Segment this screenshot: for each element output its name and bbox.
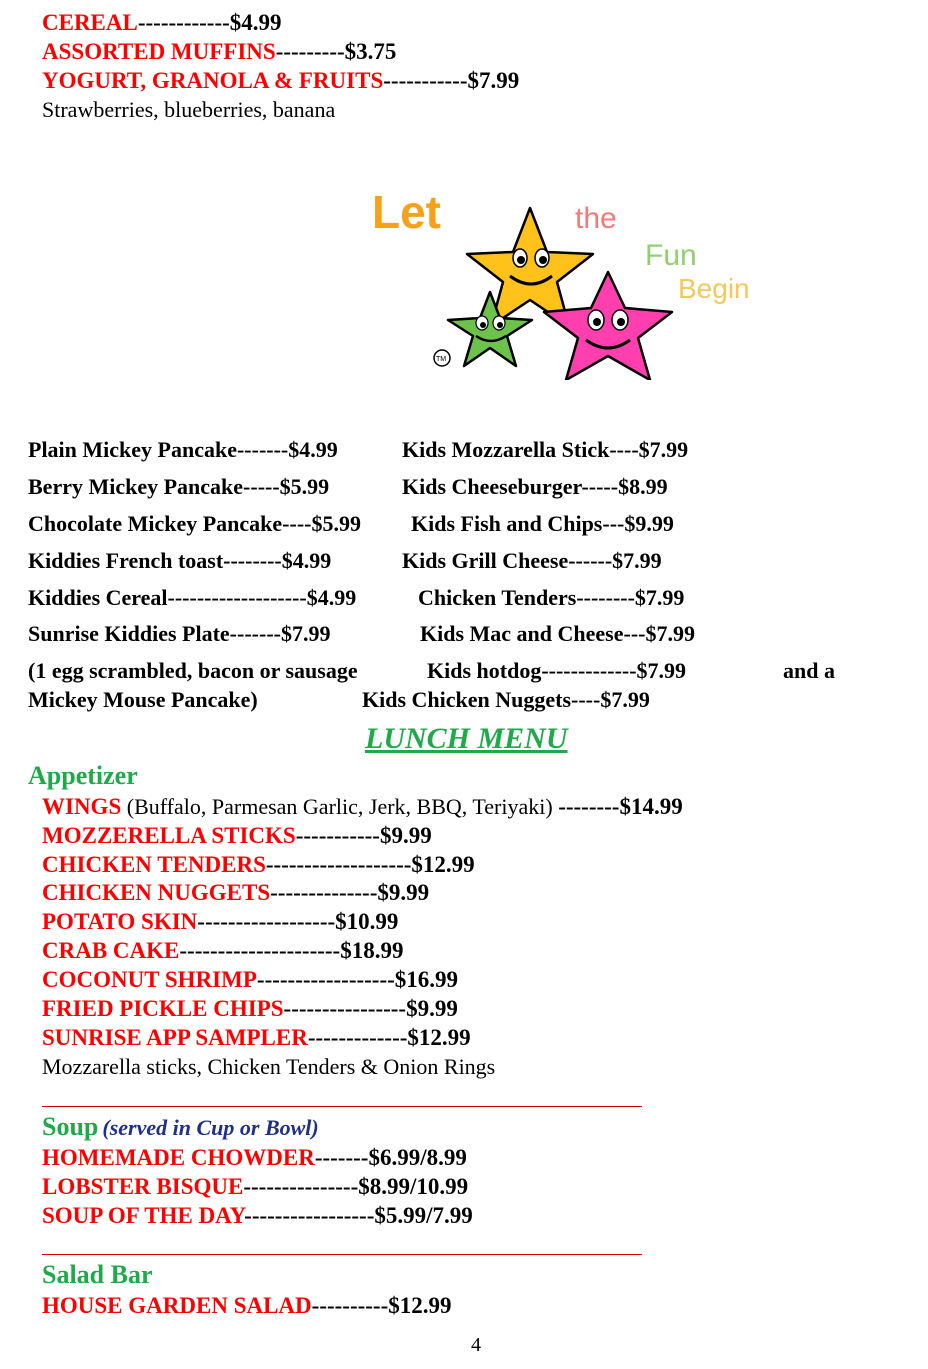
- kids-left-6: Sunrise Kiddies Plate-------$7.99: [28, 621, 331, 646]
- item-dashes: ----------: [311, 1293, 389, 1318]
- logo-word-the: the: [575, 202, 617, 235]
- kids-left-2: Berry Mickey Pancake-----$5.99: [28, 474, 330, 499]
- menu-item-soup: [42, 1144, 467, 1172]
- menu-item-appetizer: [42, 937, 403, 965]
- item-name: YOGURT, GRANOLA & FRUITS: [42, 68, 384, 93]
- item-dashes: -----------: [383, 68, 468, 93]
- menu-item-appetizer: [42, 879, 429, 907]
- item-price: $12.99: [407, 1025, 471, 1050]
- item-price: $7.99: [467, 68, 520, 93]
- trademark-text: TM: [436, 356, 447, 363]
- item-dashes: ------------------: [256, 967, 395, 992]
- item-name: LOBSTER BISQUE: [42, 1174, 244, 1199]
- item-price: $18.99: [340, 938, 404, 963]
- item-name: CHICKEN TENDERS: [42, 852, 266, 877]
- logo-word-fun: Fun: [645, 239, 697, 272]
- menu-item-appetizer: [42, 1024, 471, 1052]
- item-price: $6.99/8.99: [368, 1145, 467, 1170]
- item-name: ASSORTED MUFFINS: [42, 39, 276, 64]
- kids-right-4: Kids Grill Cheese------$7.99: [402, 548, 662, 573]
- kids-plate-description-end: Mickey Mouse Pancake): [28, 687, 258, 712]
- kids-right-6: Kids Mac and Cheese---$7.99: [420, 621, 695, 646]
- section-divider: [42, 1106, 642, 1107]
- item-name: COCONUT SHRIMP: [42, 967, 257, 992]
- item-dashes: ---------: [275, 39, 345, 64]
- menu-item-cereal: [42, 9, 282, 37]
- section-divider: [42, 1254, 642, 1255]
- let-the-fun-begin-logo: [350, 180, 830, 380]
- menu-item-appetizer: [42, 851, 475, 879]
- item-description: (Buffalo, Parmesan Garlic, Jerk, BBQ, Teriyaki): [121, 794, 559, 819]
- item-name: SUNRISE APP SAMPLER: [42, 1025, 308, 1050]
- menu-item-yogurt: [42, 67, 519, 95]
- item-price: $12.99: [411, 852, 475, 877]
- item-price: $9.99: [379, 823, 432, 848]
- sampler-description: Mozzarella sticks, Chicken Tenders & Onion Rings: [42, 1054, 496, 1079]
- item-price: $12.99: [388, 1293, 452, 1318]
- kids-right-1: Kids Mozzarella Stick----$7.99: [402, 437, 689, 462]
- item-name: POTATO SKIN: [42, 909, 198, 934]
- item-dashes: -----------------: [244, 1203, 375, 1228]
- item-name: MOZZERELLA STICKS: [42, 823, 296, 848]
- item-name: HOMEMADE CHOWDER: [42, 1145, 315, 1170]
- kids-chicken-nuggets: Kids Chicken Nuggets----$7.99: [362, 687, 650, 712]
- soup-note: (served in Cup or Bowl): [102, 1115, 319, 1140]
- logo-word-begin: Begin: [678, 273, 750, 304]
- lunch-menu-title: LUNCH MENU: [365, 722, 568, 755]
- item-name: WINGS: [42, 794, 122, 819]
- item-price: $4.99: [229, 10, 282, 35]
- item-price: $9.99: [406, 996, 458, 1021]
- page-number: 4: [471, 1334, 481, 1356]
- item-name: CRAB CAKE: [42, 938, 180, 963]
- menu-item-wings: [42, 793, 683, 821]
- menu-item-appetizer: [42, 908, 398, 936]
- item-dashes: ---------------------: [179, 938, 341, 963]
- item-dashes: -------: [314, 1145, 369, 1170]
- kids-right-3: Kids Fish and Chips---$9.99: [411, 511, 674, 536]
- kids-right-2: Kids Cheeseburger-----$8.99: [402, 474, 668, 499]
- item-name: HOUSE GARDEN SALAD: [42, 1293, 312, 1318]
- item-price: $10.99: [335, 909, 399, 934]
- soup-heading-row: [42, 1112, 319, 1142]
- menu-item-soup: [42, 1202, 473, 1230]
- item-dashes: ---------------: [243, 1174, 359, 1199]
- item-dashes: -----------: [295, 823, 380, 848]
- item-dashes: --------------: [270, 880, 378, 905]
- pink-star-icon: [544, 272, 672, 380]
- kids-left-3: Chocolate Mickey Pancake----$5.99: [28, 511, 361, 536]
- menu-item-muffins: [42, 38, 396, 66]
- item-name: CHICKEN NUGGETS: [42, 880, 271, 905]
- item-price: $14.99: [619, 794, 683, 819]
- appetizer-heading: Appetizer: [28, 761, 138, 790]
- item-price: $3.75: [344, 39, 397, 64]
- menu-item-soup: [42, 1173, 468, 1201]
- trademark-icon: [434, 350, 450, 366]
- item-price: $9.99: [377, 880, 430, 905]
- menu-item-salad: [42, 1292, 452, 1320]
- item-dashes: ----------------: [283, 996, 407, 1021]
- item-dashes: --------: [558, 794, 620, 819]
- item-dashes: -------------: [307, 1025, 408, 1050]
- kids-left-5: Kiddies Cereal-------------------$4.99: [28, 585, 357, 610]
- item-name: CEREAL: [42, 10, 138, 35]
- yogurt-description: Strawberries, blueberries, banana: [42, 97, 336, 122]
- kids-plate-description: (1 egg scrambled, bacon or sausage: [28, 658, 358, 683]
- item-dashes: ------------------: [197, 909, 336, 934]
- item-price: $16.99: [394, 967, 459, 992]
- soup-heading: Soup: [42, 1112, 99, 1141]
- kids-right-5: Chicken Tenders--------$7.99: [418, 585, 685, 610]
- kids-hotdog: Kids hotdog-------------$7.99: [427, 658, 687, 683]
- logo-word-let: Let: [372, 186, 441, 238]
- item-dashes: -------------------: [265, 852, 412, 877]
- item-price: $8.99/10.99: [358, 1174, 469, 1199]
- kids-left-1: Plain Mickey Pancake-------$4.99: [28, 437, 338, 462]
- menu-item-appetizer: [42, 995, 458, 1023]
- kids-plate-description-cont: and a: [783, 658, 835, 683]
- kids-left-4: Kiddies French toast--------$4.99: [28, 548, 332, 573]
- menu-item-appetizer: [42, 822, 432, 850]
- item-dashes: ------------: [137, 10, 230, 35]
- item-name: SOUP OF THE DAY: [42, 1203, 245, 1228]
- menu-item-appetizer: [42, 966, 458, 994]
- item-price: $5.99/7.99: [374, 1203, 473, 1228]
- item-name: FRIED PICKLE CHIPS: [42, 996, 284, 1021]
- salad-bar-heading: Salad Bar: [42, 1260, 153, 1289]
